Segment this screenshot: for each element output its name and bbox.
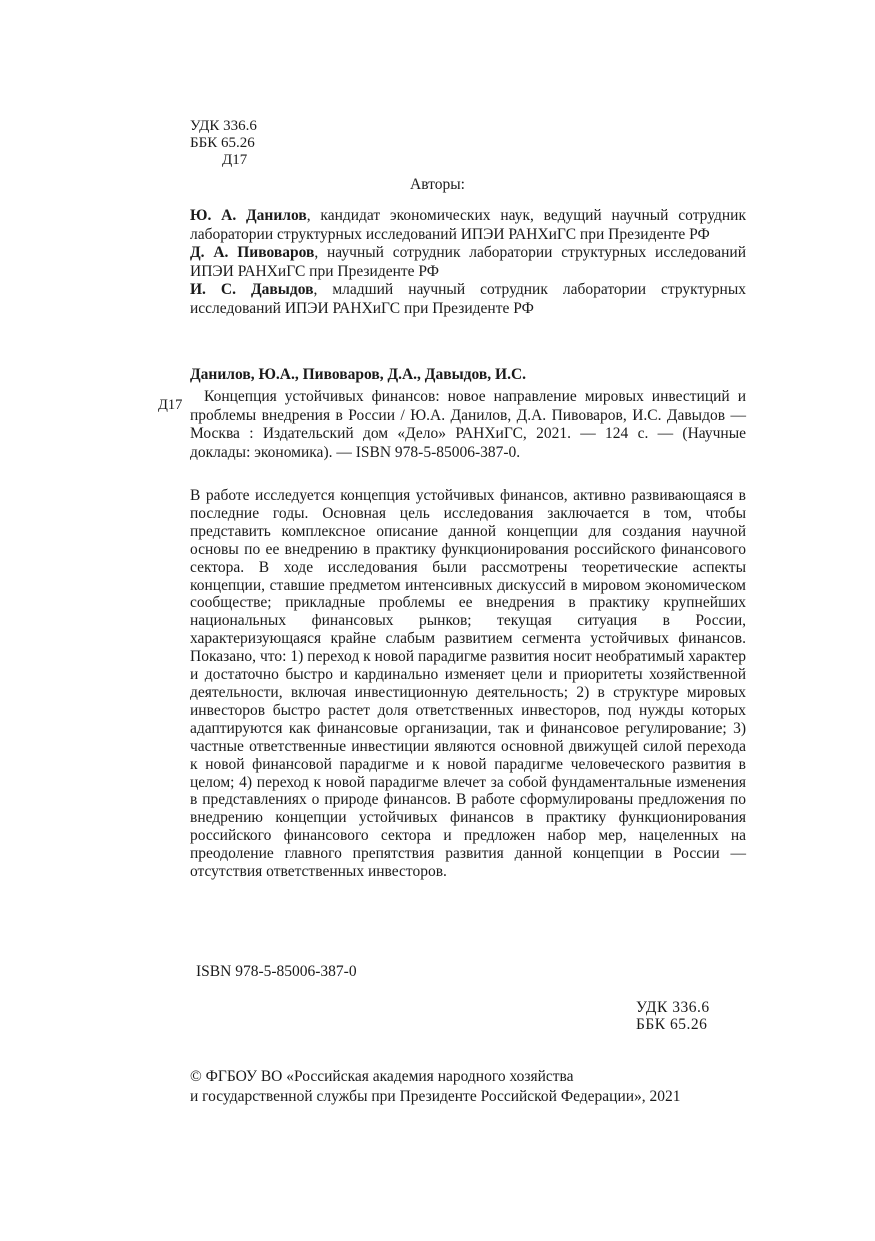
copyright-notice (190, 1067, 750, 1107)
authors-list (190, 207, 746, 318)
copyright-line: © ФГБОУ ВО «Российская академия народного хозяйства (190, 1068, 574, 1085)
bbk-code: ББК 65.26 (636, 1016, 708, 1033)
classification-codes-bottom (636, 999, 710, 1033)
catalog-heading: Данилов, Ю.А., Пивоваров, Д.А., Давыдов, И.С. (190, 366, 527, 383)
author-entry (190, 207, 746, 244)
copyright-line: и государственной службы при Президенте Российской Федерации», 2021 (190, 1088, 681, 1105)
udk-code: УДК 336.6 (190, 118, 257, 134)
author-entry (190, 244, 746, 281)
author-description: , кандидат экономических наук, ведущий научный сотрудник лаборатории структурных исследований ИПЭИ РАНХиГС при Президенте РФ (190, 207, 746, 243)
author-name: Д. А. Пивоваров (190, 244, 315, 261)
catalog-description: Концепция устойчивых финансов: новое направление мировых инвестиций и проблемы внедрения в России / Ю.А. Данилов, Д.А. Пивоваров, И.С. Давыдов — Москва : Издательский дом «Дело» РАНХиГС, 2021. — 124 с. — (Научные доклады: экономика). — ISBN 978-5-85006-387-0. (190, 388, 746, 461)
udk-code: УДК 336.6 (636, 999, 710, 1016)
catalog-code: Д17 (158, 397, 183, 413)
author-name: Ю. А. Данилов (190, 207, 307, 224)
author-entry (190, 281, 746, 318)
author-name: И. С. Давыдов (190, 281, 314, 298)
author-description: , научный сотрудник лаборатории структурных исследований ИПЭИ РАНХиГС при Президенте РФ (190, 244, 747, 280)
classification-codes-top (190, 118, 257, 169)
author-mark: Д17 (222, 152, 248, 168)
abstract-text: В работе исследуется концепция устойчивых финансов, активно развивающаяся в последние годы. Основная цель исследования заключается в том, чтобы представить комплексное описание данной концепции для создания научной основы по ее внедрению в практику функционирования российского финансового сектора. В ходе исследования были рассмотрены теоретические аспекты концепции, ставшие предметом интенсивных дискуссий в мировом экономическом сообществе; прикладные проблемы ее внедрения в практику крупнейших национальных финансовых рынков; текущая ситуация в России, характеризующаяся крайне слабым развитием сегмента устойчивых финансов. Показано, что: 1) переход к новой парадигме развития носит необратимый характер и достаточно быстро и кардинально изменяет цели и приоритеты хозяйственной деятельности, включая инвестиционную деятельность; 2) в структуре мировых инвесторов быстро растет доля ответственных инвесторов, под нужды которых адаптируются как финансовые организации, так и финансовое регулирование; 3) частные ответственные инвестиции являются основной движущей силой перехода к новой финансовой парадигме и к новой парадигме человеческого развития в целом; 4) переход к новой парадигме влечет за собой фундаментальные изменения в представлениях о природе финансов. В работе сформулированы предложения по внедрению концепции устойчивых финансов в практику функционирования российского финансового сектора и предложен набор мер, нацеленных на преодоление главного препятствия развития данной концепции в России — отсутствия ответственных инвесторов. (190, 487, 746, 881)
authors-heading: Авторы: (410, 176, 465, 193)
author-description: , младший научный сотрудник лаборатории структурных исследований ИПЭИ РАНХиГС при Президенте РФ (190, 281, 746, 317)
isbn: ISBN 978-5-85006-387-0 (196, 963, 357, 980)
bbk-code: ББК 65.26 (190, 135, 255, 151)
